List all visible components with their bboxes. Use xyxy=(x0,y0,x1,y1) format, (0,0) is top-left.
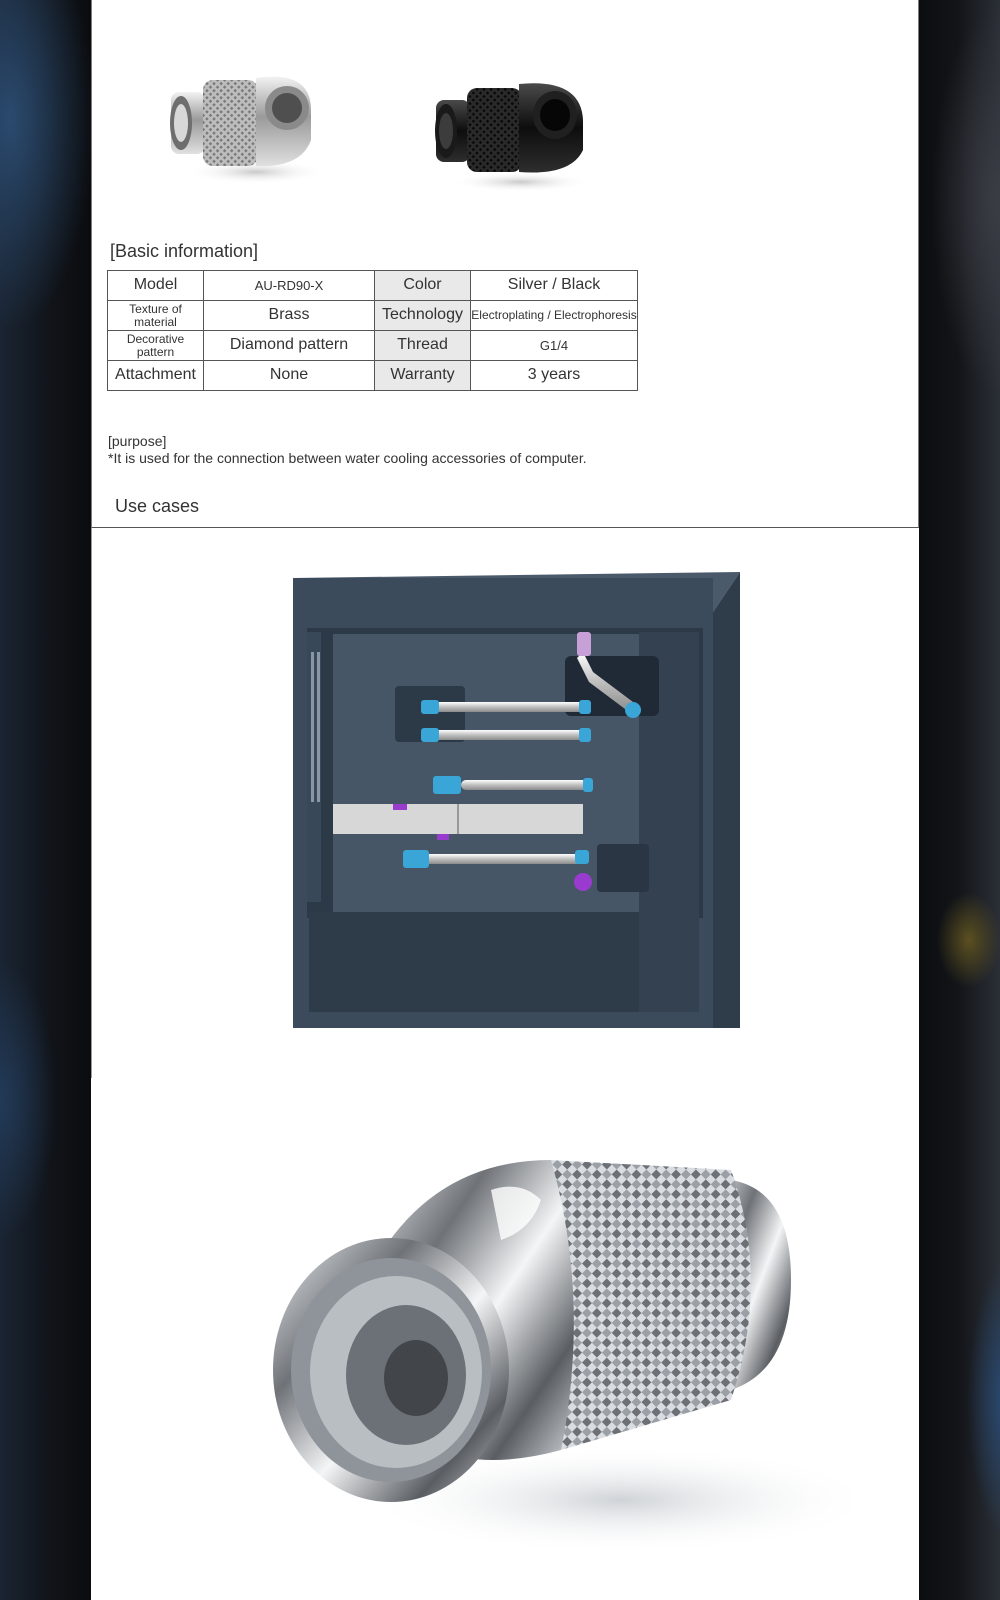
hero-fitting-image xyxy=(191,1120,851,1560)
table-row xyxy=(108,331,638,361)
spec-value: G1/4 xyxy=(471,331,638,361)
spec-key: Warranty xyxy=(375,361,471,391)
table-row xyxy=(108,361,638,391)
spec-value: Brass xyxy=(204,301,375,331)
use-case-pc-image xyxy=(293,572,751,1028)
spec-value: AU-RD90-X xyxy=(204,271,375,301)
right-backdrop xyxy=(919,0,1000,1600)
spec-value: None xyxy=(204,361,375,391)
divider xyxy=(91,528,92,1078)
product-sheet xyxy=(91,0,919,1600)
spec-key: Model xyxy=(108,271,204,301)
spec-key: Decorative pattern xyxy=(108,331,204,361)
table-row xyxy=(108,271,638,301)
spec-key: Color xyxy=(375,271,471,301)
purpose-text: *It is used for the connection between water cooling accessories of computer. xyxy=(108,450,587,466)
purpose-label: [purpose] xyxy=(108,433,167,449)
spec-value: Electroplating / Electrophoresis xyxy=(471,301,638,331)
basic-information-title: [Basic information] xyxy=(110,241,259,261)
spec-value: Silver / Black xyxy=(471,271,638,301)
spec-value: 3 years xyxy=(471,361,638,391)
spec-key: Technology xyxy=(375,301,471,331)
spec-key: Thread xyxy=(375,331,471,361)
spec-key: Texture of material xyxy=(108,301,204,331)
spec-key: Attachment xyxy=(108,361,204,391)
spec-value: Diamond pattern xyxy=(204,331,375,361)
black-fitting-image xyxy=(431,70,601,195)
use-cases-heading: Use cases xyxy=(115,496,200,516)
spec-table xyxy=(107,270,638,391)
table-row xyxy=(108,301,638,331)
left-backdrop xyxy=(0,0,91,1600)
purpose-block xyxy=(108,433,587,467)
silver-fitting-image xyxy=(161,50,331,190)
